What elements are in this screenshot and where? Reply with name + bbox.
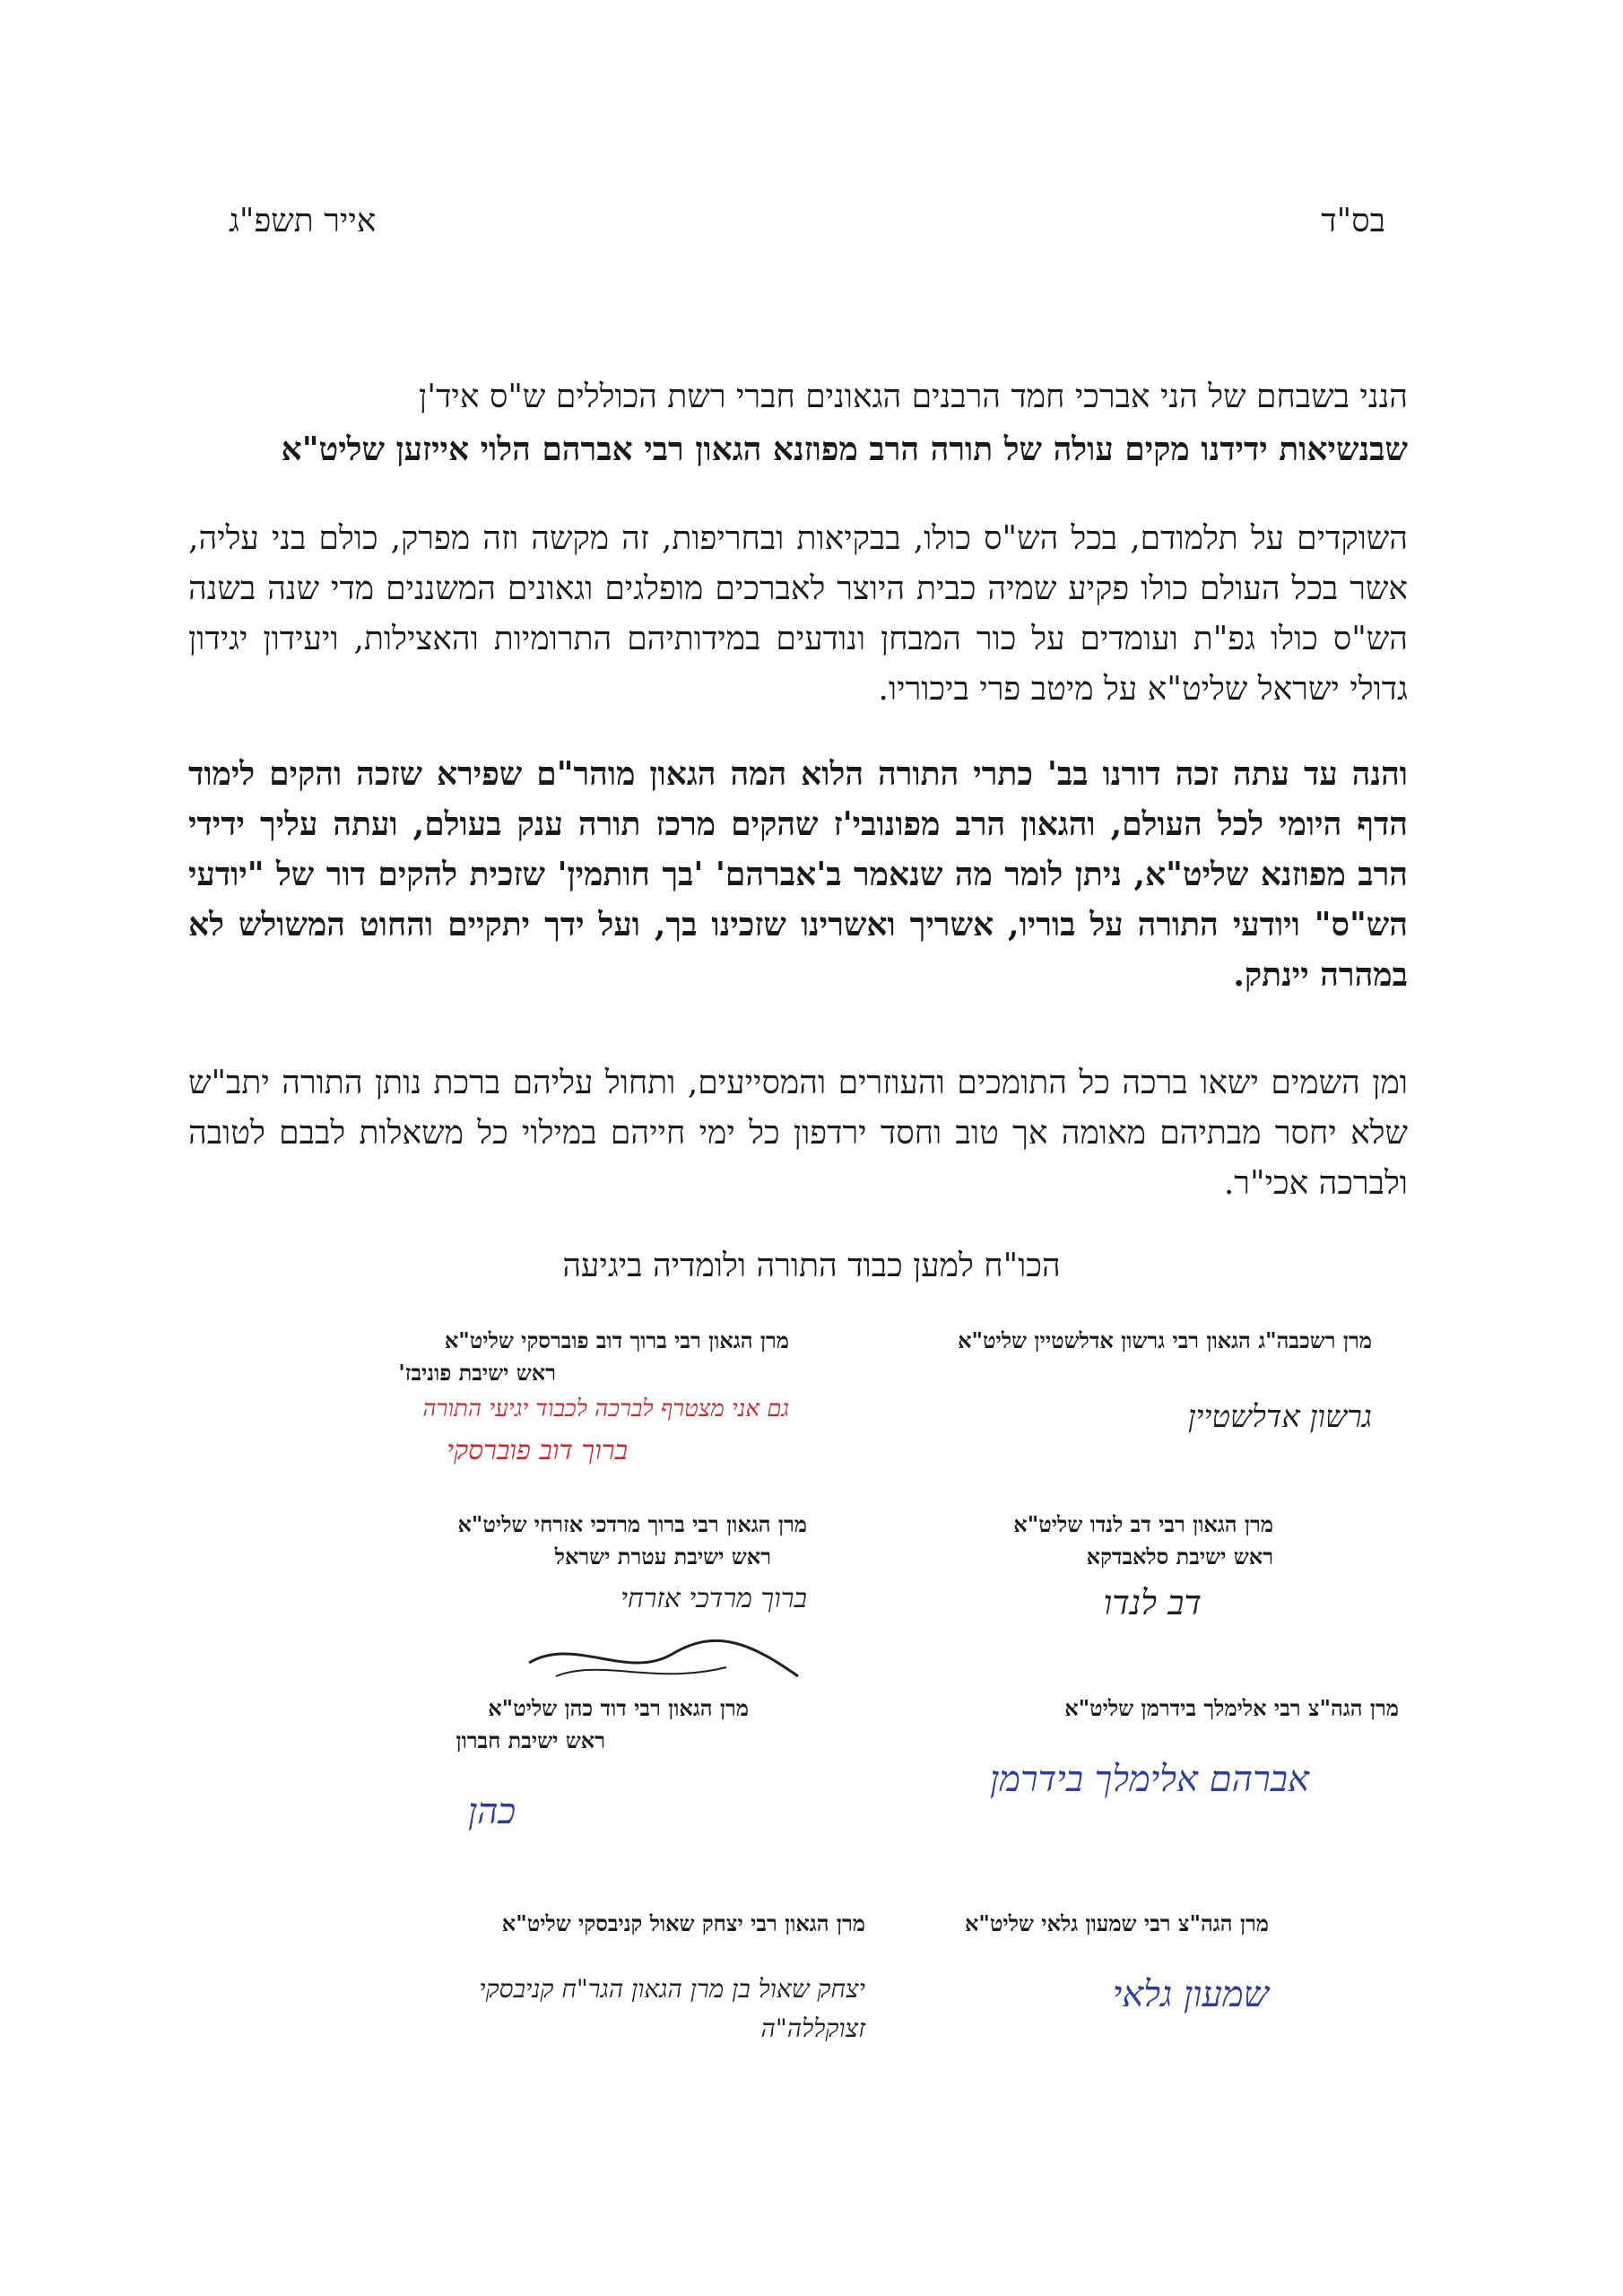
signatory-title: מרן הגאון רבי דוד כהן שליט"א [488, 1695, 749, 1721]
signatory-title: מרן הגה"צ רבי שמעון גלאי שליט"א [965, 1910, 1269, 1936]
header-bsd: בס"ד [1321, 203, 1385, 239]
paragraph-opening: הנני בשבחם של הני אברכי חמד הרבנים הגאונים חברי רשת הכוללים ש"ס איד'ן [419, 378, 1408, 415]
signatory-title: מרן הגאון רבי יצחק שאול קניבסקי שליט"א [501, 1910, 865, 1936]
signature-flourish [251, 1627, 807, 1690]
signatory-title: מרן הגאון רבי דב לנדו שליט"א [1013, 1511, 1273, 1537]
signatory-title: מרן הגה"צ רבי אלימלך בידרמן שליט"א [1064, 1695, 1399, 1721]
paragraph-crowns: והנה עד עתה זכה דורנו בב' כתרי התורה הלוא המה הגאון מוהר"ם שפירא שזכה והקים לימוד הדף היומי לכל העולם, והגאון הרב מפונובי'ז שהקים מרכז תורה ענק בעולם, ועתה עליך ידידי הרב מפוזנא שליט"א, ניתן לומר מה שנאמר ב'אברהם' 'בך חותמין' שזכית להקים דור של "יודעי הש"ס" ויודעי התורה על בוריו, אשריך ואשרינו שזכינו בך, ועל ידך יתקיים והחוט המשולש לא במהרה יינתק. [188, 755, 1408, 994]
paragraph-blessing: ומן השמים ישאו ברכה כל התומכים והעוזרים והמסייעים, ותחול עליהם ברכת נותן התורה יתב"ש שלא יחסר מבתיהם מאומה אך טוב וחסד ירדפון כל ימי חייהם במילוי כל משאלות לבבם לטובה ולברכה אכי"ר. [188, 1065, 1408, 1202]
handwritten-signature: כהן [467, 1791, 516, 1832]
signatory-title: מרן הגאון רבי ברוך דוב פוברסקי שליט"א [444, 1327, 789, 1353]
signature-scribble-icon [520, 1627, 807, 1690]
signatory-subtitle: ראש ישיבת סלאבדקא [1086, 1544, 1273, 1570]
paragraph-opening-bold: שבנשיאות ידידנו מקים עולה של תורה הרב מפוזנא הגאון רבי אברהם הלוי אייזען שליט"א [281, 430, 1408, 468]
signatory-subtitle: ראש ישיבת חברון [456, 1727, 605, 1753]
header-date: אייר תשפ"ג [229, 203, 377, 239]
signatory-title: מרן הגאון רבי ברוך מרדכי אזרחי שליט"א [457, 1511, 807, 1537]
signatory-kanievsky [309, 1910, 865, 2144]
handwritten-signature: ברוך מרדכי אזרחי [621, 1583, 807, 1614]
paragraph-praise: השוקדים על תלמודם, בכל הש"ס כולו, בבקיאות ובחריפות, זה מקשה וזה מפרק, כולם בני עליה, אשר בכל העולם כולו פקיע שמיה כבית היוצר לאברכים מופלגים וגאונים המשננים מדי שנה בשנה הש"ס כולו גפ"ת ועומדים על כור המבחן ונודעים במידותיהם התרומיות והאצילות, ויעידון יגידון גדולי ישראל שליט"א על מיטב פרי ביכוריו. [188, 520, 1408, 708]
handwritten-signature: גרשון אדלשטיין [1187, 1399, 1372, 1435]
signatory-title: מרן רשכבה"ג הגאון רבי גרשון אדלשטיין שליט"א [958, 1327, 1372, 1353]
handwritten-note: גם אני מצטרף לברכה לכבוד יגיעי התורה [422, 1396, 789, 1422]
closing-line: הכו"ח למען כבוד התורה ולומדיה ביגיעה [562, 1248, 1061, 1284]
signatory-subtitle: ראש ישיבת פוניבז' [398, 1360, 556, 1386]
handwritten-signature: דב לנדו [1103, 1583, 1202, 1622]
signatory-biderman [843, 1695, 1399, 1928]
handwritten-signature: אברהם אלימלך בידרמן [990, 1759, 1309, 1800]
handwritten-signature: שמעון גלאי [1112, 1974, 1269, 2015]
signatory-subtitle: ראש ישיבת עטרת ישראל [554, 1544, 771, 1570]
handwritten-signature: ברוך דוב פוברסקי [447, 1435, 628, 1466]
handwritten-signature: יצחק שאול בן מרן הגאון הגר"ח קניבסקי זצוקללה"ה [479, 1974, 865, 2043]
signatory-cohen [193, 1695, 749, 1928]
